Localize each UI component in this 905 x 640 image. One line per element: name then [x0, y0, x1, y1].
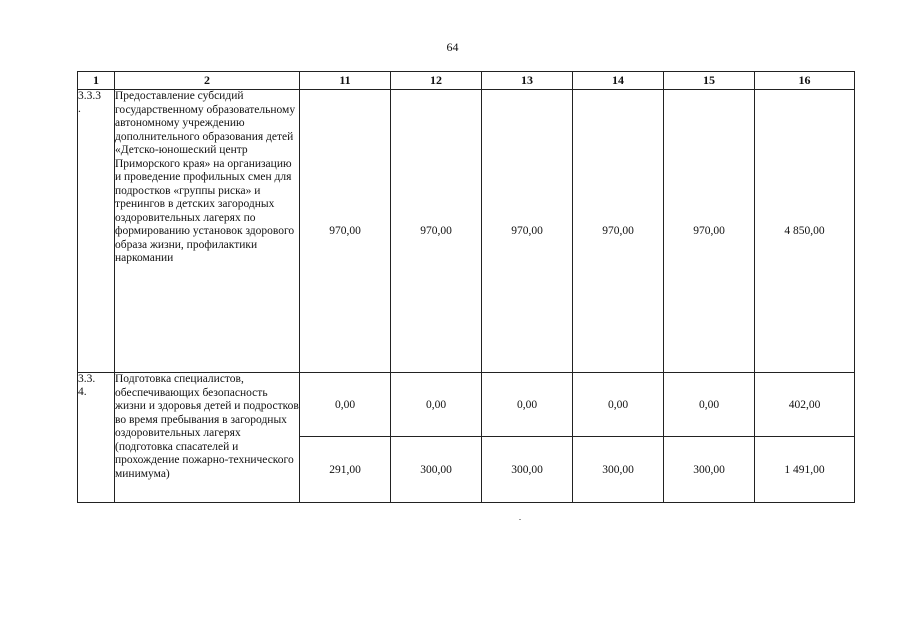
header-col-13: 13: [482, 72, 573, 90]
value-cell: 970,00: [300, 90, 391, 373]
row-description: Подготовка специалистов, обеспечивающих безопасность жизни и здоровья детей и подростков во время пребывания в загородных оздоровительных лагерях (подготовка спасателей и прохождение пожарно-технического минимума): [115, 373, 300, 503]
value-cell: 300,00: [482, 437, 573, 503]
total-cell: 4 850,00: [755, 90, 855, 373]
value-cell: 970,00: [482, 90, 573, 373]
value-cell: 300,00: [391, 437, 482, 503]
value-cell: 970,00: [664, 90, 755, 373]
value-cell: 0,00: [573, 373, 664, 437]
value-cell: 0,00: [664, 373, 755, 437]
value-cell: 0,00: [482, 373, 573, 437]
header-col-16: 16: [755, 72, 855, 90]
value-cell: 0,00: [300, 373, 391, 437]
value-cell: 970,00: [573, 90, 664, 373]
header-col-2: 2: [115, 72, 300, 90]
budget-table: [77, 71, 855, 503]
value-cell: 970,00: [391, 90, 482, 373]
value-cell: 300,00: [664, 437, 755, 503]
header-col-12: 12: [391, 72, 482, 90]
page-number: 64: [446, 40, 459, 54]
value-cell: 300,00: [573, 437, 664, 503]
header-row: [78, 72, 855, 90]
value-cell: 291,00: [300, 437, 391, 503]
table-row: [78, 90, 855, 373]
header-col-11: 11: [300, 72, 391, 90]
scan-artifact-dot: [519, 519, 521, 520]
total-cell: 402,00: [755, 373, 855, 437]
header-col-15: 15: [664, 72, 755, 90]
header-col-14: 14: [573, 72, 664, 90]
row-index: 3.3. 4.: [78, 373, 115, 503]
row-index: 3.3.3 .: [78, 90, 115, 373]
row-description: Предоставление субсидий государственному образовательному автономному учреждению дополнительного образования детей «Детско-юношеский центр Приморского края» на организацию и проведение профильных смен для подростков «группы риска» и тренингов в детских загородных оздоровительных лагерях по формированию установок здорового образа жизни, профилактики наркомании: [115, 90, 300, 373]
total-cell: 1 491,00: [755, 437, 855, 503]
header-col-1: 1: [78, 72, 115, 90]
value-cell: 0,00: [391, 373, 482, 437]
table-row: [78, 373, 855, 437]
